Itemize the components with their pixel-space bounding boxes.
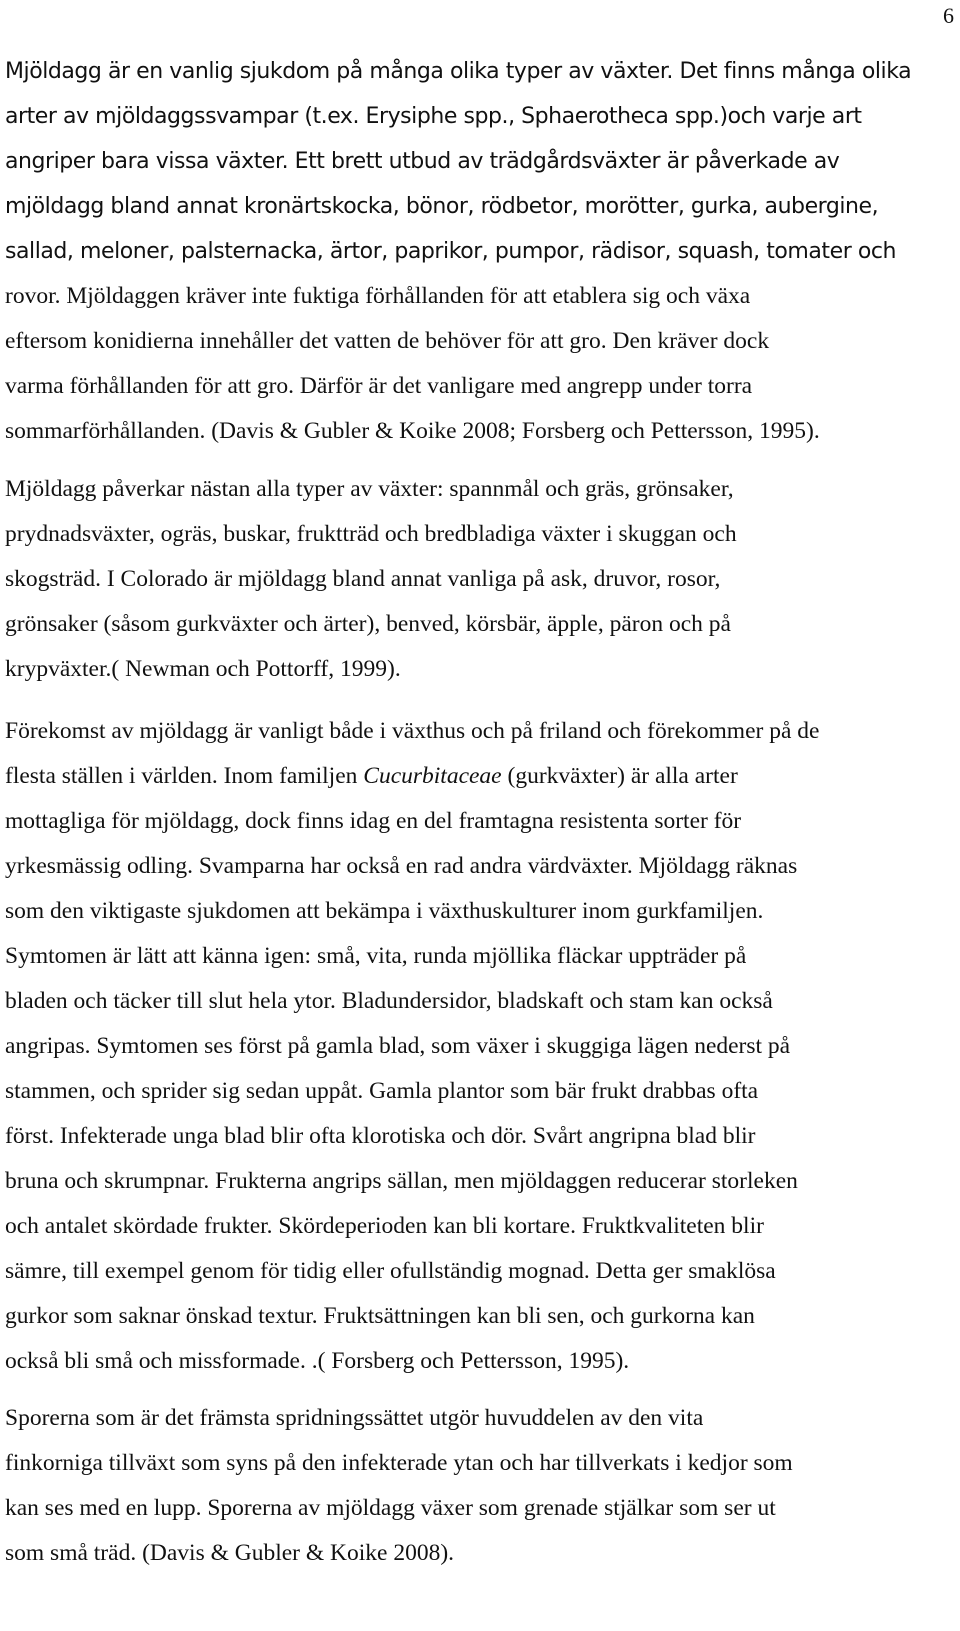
page-number: 6: [943, 3, 954, 28]
paragraph-3: [5, 709, 960, 1384]
paragraph-line: grönsaker (såsom gurkväxter och ärter), benved, körsbär, äpple, päron och på: [5, 611, 731, 637]
paragraph-line: Förekomst av mjöldagg är vanligt både i växthus och på friland och förekommer på de: [5, 718, 820, 744]
paragraph-line: också bli små och missformade. .( Forsberg och Pettersson, 1995).: [5, 1348, 630, 1374]
paragraph-line: som små träd. (Davis & Gubler & Koike 2008).: [5, 1540, 455, 1566]
paragraph-line: mjöldagg bland annat kronärtskocka, bönor, rödbetor, morötter, gurka, aubergine,: [5, 194, 879, 219]
paragraph-4: [5, 1396, 960, 1576]
paragraph-line: prydnadsväxter, ogräs, buskar, fruktträd och bredbladiga växter i skuggan och: [5, 521, 737, 547]
paragraph-line: angripas. Symtomen ses först på gamla blad, som växer i skuggiga lägen nederst på: [5, 1033, 791, 1059]
paragraph-line: finkorniga tillväxt som syns på den infekterade ytan och har tillverkats i kedjor som: [5, 1450, 793, 1476]
paragraph-line: bladen och täcker till slut hela ytor. Bladundersidor, bladskaft och stam kan också: [5, 988, 773, 1014]
paragraph-line: rovor. Mjöldaggen kräver inte fuktiga förhållanden för att etablera sig och växa: [5, 283, 751, 309]
paragraph-line: skogsträd. I Colorado är mjöldagg bland annat vanliga på ask, druvor, rosor,: [5, 566, 721, 592]
paragraph-line: och antalet skördade frukter. Skördeperioden kan bli kortare. Fruktkvaliteten blir: [5, 1213, 764, 1239]
paragraph-line: sommarförhållanden. (Davis & Gubler & Koike 2008; Forsberg och Pettersson, 1995).: [5, 418, 820, 444]
paragraph-line: yrkesmässig odling. Svamparna har också en rad andra värdväxter. Mjöldagg räknas: [5, 853, 798, 879]
paragraph-line: krypväxter.( Newman och Pottorff, 1999).: [5, 656, 401, 682]
paragraph-line: Mjöldagg påverkar nästan alla typer av växter: spannmål och gräs, grönsaker,: [5, 476, 734, 502]
paragraph-line: angriper bara vissa växter. Ett brett utbud av trädgårdsväxter är påverkade av: [5, 149, 840, 174]
text-segment: (gurkväxter) är alla arter: [501, 763, 738, 789]
paragraph-2: [5, 467, 960, 692]
paragraph-line: som den viktigaste sjukdomen att bekämpa i växthuskulturer inom gurkfamiljen.: [5, 898, 764, 924]
paragraph-line: bruna och skrumpnar. Frukterna angrips sällan, men mjöldaggen reducerar storleken: [5, 1168, 798, 1194]
paragraph-line: eftersom konidierna innehåller det vatten de behöver för att gro. Den kräver dock: [5, 328, 770, 354]
text-segment: flesta ställen i världen. Inom familjen: [5, 763, 364, 789]
paragraph-line: Mjöldagg är en vanlig sjukdom på många olika typer av växter. Det finns många olika: [5, 59, 912, 84]
paragraph-line: stammen, och sprider sig sedan uppåt. Gamla plantor som bär frukt drabbas ofta: [5, 1078, 759, 1104]
paragraph-line: arter av mjöldaggssvampar (t.ex. Erysiphe spp., Sphaerotheca spp.)och varje art: [5, 104, 862, 129]
paragraph-1: [5, 49, 960, 454]
italic-taxonomic-name: Cucurbitaceae: [363, 763, 502, 789]
paragraph-line: kan ses med en lupp. Sporerna av mjöldagg växer som grenade stjälkar som ser ut: [5, 1495, 776, 1521]
paragraph-line: Sporerna som är det främsta spridningssättet utgör huvuddelen av den vita: [5, 1405, 704, 1431]
paragraph-line: Symtomen är lätt att känna igen: små, vita, runda mjöllika fläckar uppträder på: [5, 943, 747, 969]
paragraph-line: först. Infekterade unga blad blir ofta klorotiska och dör. Svårt angripna blad blir: [5, 1123, 756, 1149]
paragraph-line: varma förhållanden för att gro. Därför är det vanligare med angrepp under torra: [5, 373, 753, 399]
paragraph-line: gurkor som saknar önskad textur. Fruktsättningen kan bli sen, och gurkorna kan: [5, 1303, 755, 1329]
paragraph-line: sämre, till exempel genom för tidig eller ofullständig mognad. Detta ger smaklösa: [5, 1258, 776, 1284]
paragraph-line: mottagliga för mjöldagg, dock finns idag en del framtagna resistenta sorter för: [5, 808, 742, 834]
paragraph-line-with-italic-term: [5, 754, 960, 799]
paragraph-line: sallad, meloner, palsternacka, ärtor, paprikor, pumpor, rädisor, squash, tomater och: [5, 239, 896, 264]
